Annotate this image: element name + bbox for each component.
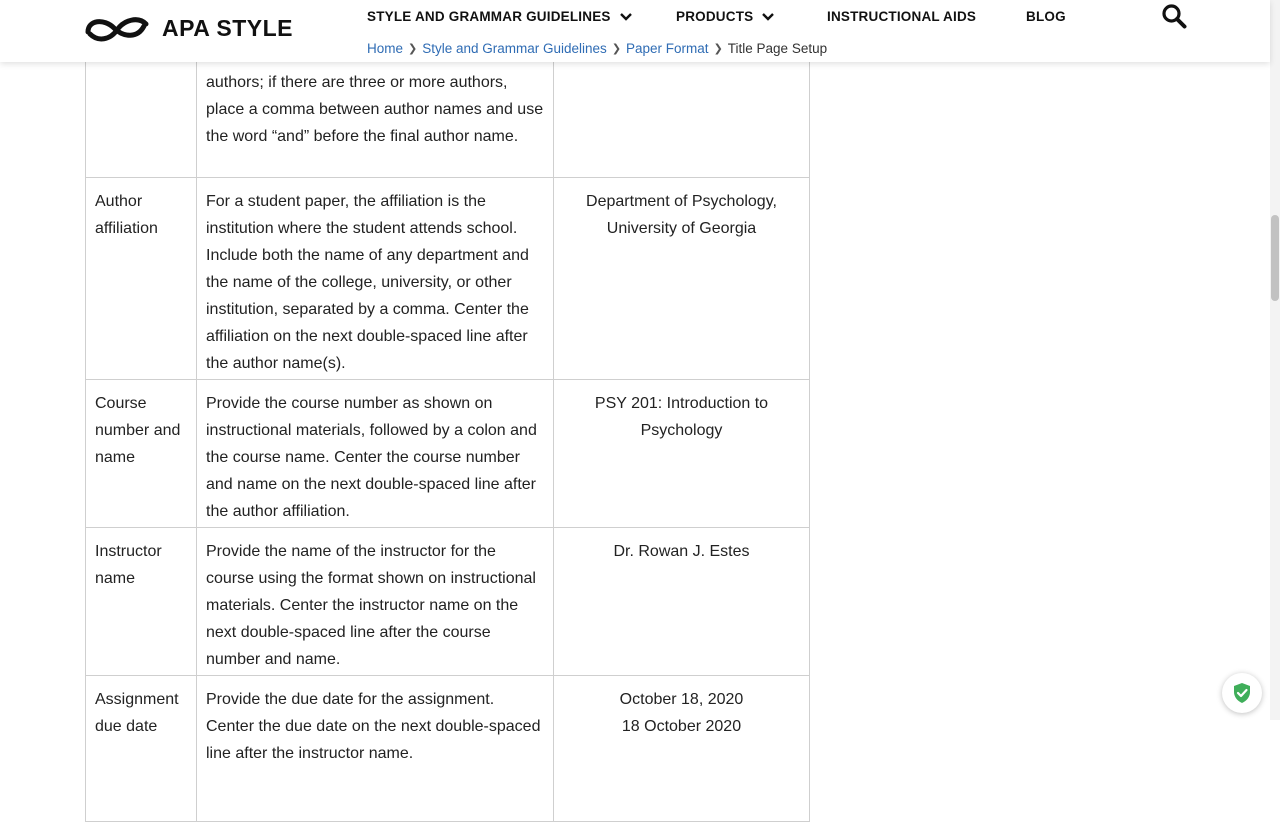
nav-products[interactable]	[676, 9, 774, 24]
site-header	[0, 0, 1270, 62]
nav-blog[interactable]	[1026, 9, 1066, 24]
nav-label: PRODUCTS	[676, 9, 754, 24]
breadcrumb-current: Title Page Setup	[727, 41, 828, 56]
search-button[interactable]	[1161, 3, 1187, 34]
description-cell: Provide the course number as shown on instructional materials, followed by a colon and the course name. Center the course number and name on the next double-spaced line after the author affiliation.	[197, 380, 554, 528]
example-cell	[554, 676, 810, 822]
nav-label: STYLE AND GRAMMAR GUIDELINES	[367, 9, 611, 24]
description-cell: authors; if there are three or more authors, place a comma between author names and use the word “and” before the final author name.	[197, 1, 554, 178]
nav-instructional-aids[interactable]	[827, 9, 976, 24]
table-row	[86, 676, 810, 822]
breadcrumb-separator-icon: ❯	[408, 43, 418, 55]
page-scrollbar[interactable]	[1270, 0, 1280, 720]
element-cell: Course number and name	[86, 380, 197, 528]
table-row	[86, 380, 810, 528]
scrollbar-thumb[interactable]	[1271, 215, 1279, 301]
table-row	[86, 178, 810, 380]
breadcrumb-home[interactable]: Home	[367, 41, 404, 56]
title-page-elements-table	[85, 0, 809, 822]
description-cell: For a student paper, the affiliation is the institution where the student attends school. Include both the name of any department and the name of the college, university, or other institution, separated by a comma. Center the affiliation on the next double-spaced line after the author name(s).	[197, 178, 554, 380]
example-date-us: October 18, 2020	[619, 691, 744, 708]
security-badge[interactable]	[1222, 673, 1262, 713]
element-cell: Author affiliation	[86, 178, 197, 380]
breadcrumb-paper-format[interactable]: Paper Format	[626, 41, 709, 56]
shield-check-icon	[1232, 682, 1252, 704]
breadcrumb-style-and-grammar[interactable]: Style and Grammar Guidelines	[422, 41, 607, 56]
description-cell: Provide the due date for the assignment. Center the due date on the next double-spaced line after the instructor name.	[197, 676, 554, 822]
chevron-down-icon	[762, 13, 774, 21]
chevron-down-icon	[620, 13, 632, 21]
example-cell: Dr. Rowan J. Estes	[554, 528, 810, 676]
table-row	[86, 528, 810, 676]
breadcrumb	[367, 41, 827, 56]
element-cell: Assignment due date	[86, 676, 197, 822]
element-cell: Instructor name	[86, 528, 197, 676]
search-icon	[1161, 3, 1187, 29]
nav-label: BLOG	[1026, 9, 1066, 24]
main-nav	[0, 9, 1270, 29]
breadcrumb-separator-icon: ❯	[611, 43, 622, 55]
example-cell: PSY 201: Introduction to Psychology	[554, 380, 810, 528]
example-date-intl: 18 October 2020	[621, 718, 742, 735]
logo-text: APA STYLE	[162, 14, 294, 41]
example-cell: Department of Psychology, University of Georgia	[554, 178, 810, 380]
nav-label: INSTRUCTIONAL AIDS	[827, 9, 977, 24]
breadcrumb-separator-icon: ❯	[713, 43, 723, 55]
nav-style-and-grammar[interactable]	[367, 9, 632, 24]
description-cell: Provide the name of the instructor for the course using the format shown on instructional materials. Center the instructor name on the next double-spaced line after the course number and name.	[197, 528, 554, 676]
